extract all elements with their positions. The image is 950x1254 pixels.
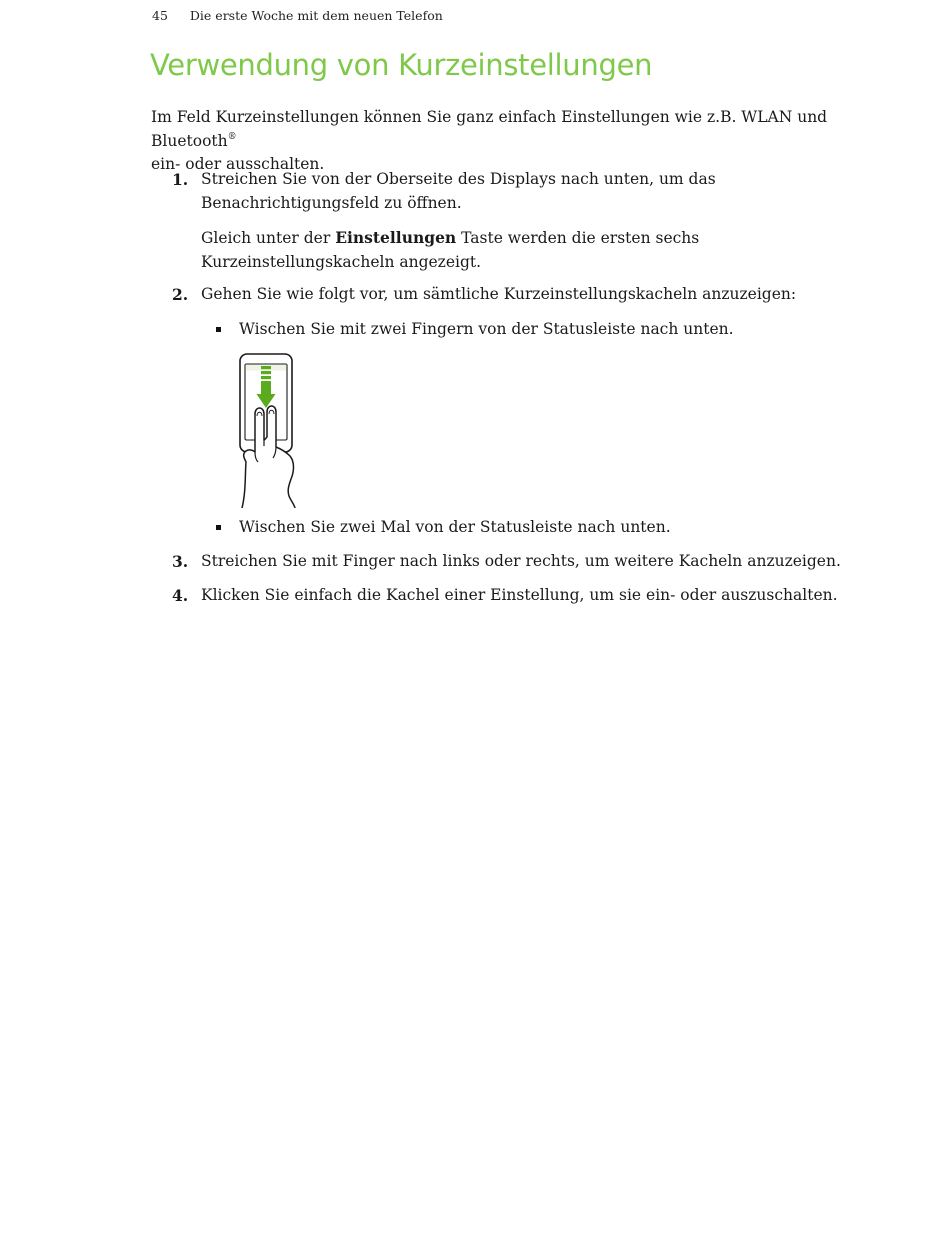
page-title: Verwendung von Kurzeinstellungen: [150, 48, 653, 82]
bullet-text: Wischen Sie zwei Mal von der Statusleiste nach unten.: [239, 518, 671, 536]
intro-text: Im Feld Kurzeinstellungen können Sie ganz einfach Einstellungen wie z.B. WLAN und Bluetooth: [151, 108, 828, 150]
step-1-note: [201, 226, 861, 274]
bullet-square-icon: [216, 327, 221, 332]
step-number: 2.: [172, 285, 189, 304]
bullet-item: [216, 516, 856, 540]
step-2: [172, 283, 862, 307]
note-text: Gleich unter der: [201, 229, 336, 247]
step-text: Gehen Sie wie folgt vor, um sämtliche Kurzeinstellungskacheln anzuzeigen:: [201, 285, 797, 303]
page-number: 45: [152, 8, 168, 23]
chapter-title: Die erste Woche mit dem neuen Telefon: [189, 8, 443, 23]
intro-paragraph: [151, 106, 871, 177]
step-number: 3.: [172, 552, 189, 571]
step-number: 4.: [172, 586, 189, 605]
step-text: Streichen Sie von der Oberseite des Displays nach unten, um das Benachrichtigungsfeld zu öffnen.: [201, 170, 716, 212]
step-text: Klicken Sie einfach die Kachel einer Einstellung, um sie ein- oder auszuschalten.: [201, 586, 838, 604]
step-4: [172, 584, 862, 608]
bullet-text: Wischen Sie mit zwei Fingern von der Statusleiste nach unten.: [239, 320, 734, 338]
note-text-continued: Taste werden die ersten sechs Kurzeinstellungskacheln angezeigt.: [201, 229, 700, 271]
bullet-item: [216, 318, 856, 342]
step-text: Streichen Sie mit Finger nach links oder rechts, um weitere Kacheln anzuzeigen.: [201, 552, 841, 570]
step-1: [172, 168, 862, 215]
intro-text-continued: ein- oder ausschalten.: [151, 155, 325, 173]
settings-button-reference: Einstellungen: [335, 228, 457, 247]
bullet-square-icon: [216, 525, 221, 530]
registered-mark: ®: [227, 131, 237, 142]
running-header: [152, 8, 443, 23]
step-3: [172, 550, 862, 574]
two-finger-swipe-down-icon: [234, 352, 300, 508]
step-number: 1.: [172, 170, 189, 189]
